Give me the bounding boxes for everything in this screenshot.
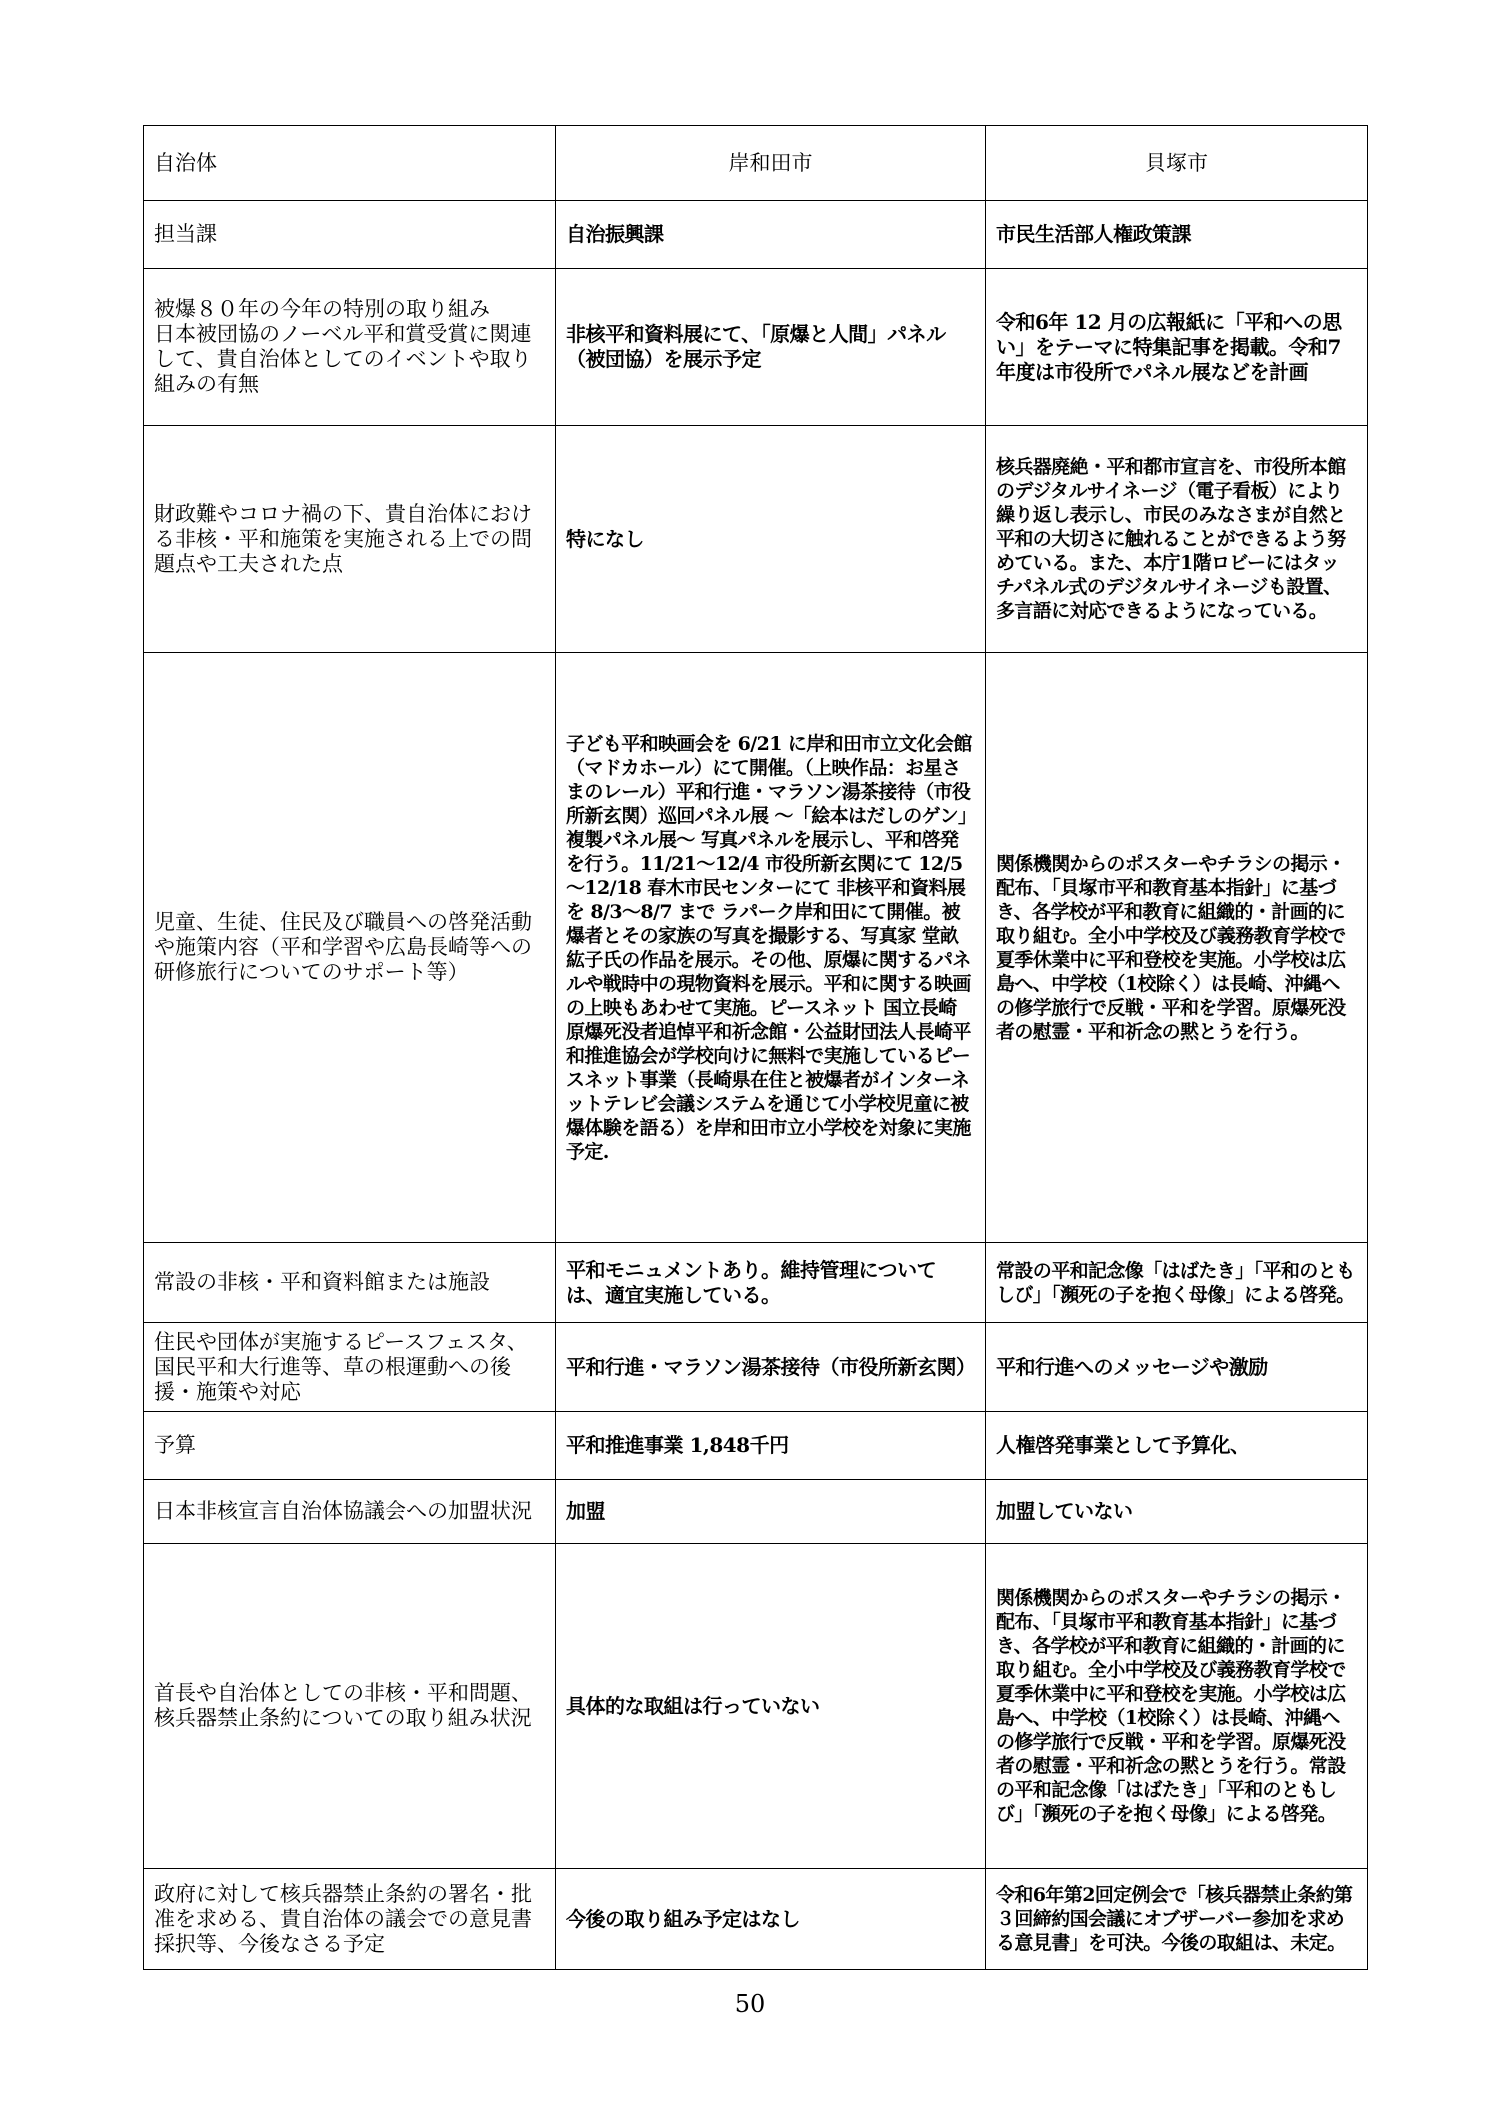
row-city1-cell (556, 653, 986, 1243)
row-item-cell (144, 653, 556, 1243)
comparison-table (143, 125, 1368, 1970)
row-item-text: 担当課 (154, 222, 217, 246)
row-city1-cell (556, 1243, 986, 1323)
row-city1-cell (556, 269, 986, 426)
row-item-text: 予算 (154, 1433, 196, 1457)
row-city2-cell (986, 1869, 1368, 1970)
header-city1-cell (556, 126, 986, 201)
row-city1-cell (556, 1544, 986, 1869)
row-city1-text: 今後の取り組み予定はなし (566, 1906, 800, 1931)
row-city2-cell (986, 653, 1368, 1243)
row-city1-cell (556, 1323, 986, 1412)
row-city2-cell (986, 1412, 1368, 1480)
table-row (144, 1243, 1368, 1323)
row-city2-text: 市民生活部人権政策課 (996, 222, 1191, 246)
row-city1-cell (556, 201, 986, 269)
row-item-cell (144, 269, 556, 426)
row-item-cell (144, 1323, 556, 1412)
row-city2-text: 令和6年第2回定例会で「核兵器禁止条約第３回締約国会議にオブザーバー参加を求める意見書」を可決。今後の取組は、未定。 (996, 1884, 1353, 1954)
row-city1-cell (556, 1412, 986, 1480)
row-city2-cell (986, 201, 1368, 269)
row-city2-text: 加盟していない (996, 1499, 1133, 1523)
row-item-text: 財政難やコロナ禍の下、貴自治体における非核・平和施策を実施される上での問題点や工夫された点 (154, 501, 532, 576)
table-row (144, 269, 1368, 426)
row-city1-text: 平和モニュメントあり。維持管理については、適宜実施している。 (566, 1257, 937, 1307)
row-city1-cell (556, 1480, 986, 1544)
table-row (144, 426, 1368, 653)
row-item-text: 住民や団体が実施するピースフェスタ、国民平和大行進等、草の根運動への後援・施策や対応 (154, 1329, 528, 1404)
row-city2-cell (986, 269, 1368, 426)
row-city2-cell (986, 426, 1368, 653)
row-city1-text: 平和推進事業 1,848千円 (566, 1433, 789, 1457)
table-row (144, 1544, 1368, 1869)
row-city1-text: 自治振興課 (566, 222, 664, 246)
header-city1-label: 岸和田市 (728, 150, 813, 175)
row-item-text: 被爆８０年の今年の特別の取り組み 日本被団協のノーベル平和賞受賞に関連して、貴自治体としてのイベントや取り組みの有無 (154, 297, 532, 396)
row-city2-text: 核兵器廃絶・平和都市宣言を、市役所本館のデジタルサイネージ（電子看板）により繰り返し表示し、市民のみなさまが自然と平和の大切さに触れることができるよう努めている。また、本庁1階ロビーにはタッチパネル式のデジタルサイネージも設置、多言語に対応できるようになっている。 (996, 456, 1346, 622)
row-city2-text: 人権啓発事業として予算化、 (996, 1433, 1250, 1457)
row-city2-cell (986, 1480, 1368, 1544)
row-city1-text: 特になし (566, 526, 644, 551)
row-item-cell (144, 201, 556, 269)
row-city2-text: 令和6年 12 月の広報紙に「平和への思い」をテーマに特集記事を掲載。令和7年度は市役所でパネル展などを計画 (996, 309, 1342, 384)
table-row (144, 1412, 1368, 1480)
row-city2-text: 常設の平和記念像「はばたき」「平和のともしび」「瀕死の子を抱く母像」による啓発。 (996, 1259, 1355, 1306)
row-item-text: 日本非核宣言自治体協議会への加盟状況 (154, 1499, 532, 1523)
header-city2-label: 貝塚市 (1145, 150, 1208, 175)
row-item-cell (144, 1869, 556, 1970)
header-item-cell (144, 126, 556, 201)
row-city1-text: 具体的な取組は行っていない (566, 1693, 820, 1718)
table-row (144, 201, 1368, 269)
table-row (144, 1869, 1368, 1970)
row-item-text: 首長や自治体としての非核・平和問題、核兵器禁止条約についての取り組み状況 (154, 1681, 532, 1730)
row-city1-cell (556, 426, 986, 653)
row-city1-cell (556, 1869, 986, 1970)
row-item-cell (144, 1243, 556, 1323)
row-item-text: 政府に対して核兵器禁止条約の署名・批准を求める、貴自治体の議会での意見書採択等、今後なさる予定 (154, 1881, 532, 1956)
row-city2-cell (986, 1544, 1368, 1869)
row-item-cell (144, 426, 556, 653)
header-item-label: 自治体 (154, 150, 217, 175)
table-row (144, 1323, 1368, 1412)
header-city2-cell (986, 126, 1368, 201)
row-item-cell (144, 1412, 556, 1480)
page-number: 50 (734, 1990, 766, 2018)
row-item-cell (144, 1480, 556, 1544)
table-row (144, 1480, 1368, 1544)
row-city1-text: 平和行進・マラソン湯茶接待（市役所新玄関） (566, 1354, 976, 1379)
row-city2-cell (986, 1243, 1368, 1323)
row-city2-text: 関係機関からのポスターやチラシの掲示・配布、「貝塚市平和教育基本指針」に基づき、各学校が平和教育に組織的・計画的に取り組む。全小中学校及び義務教育学校で夏季休業中に平和登校を実施。小学校は広島へ、中学校（1校除く）は長崎、沖縄への修学旅行で反戦・平和を学習。原爆死没者の慰霊・平和祈念の黙とうを行う。常設の平和記念像「はばたき」「平和のともしび」「瀕死の子を抱く母像」による啓発。 (996, 1587, 1346, 1825)
row-city1-text: 非核平和資料展にて、「原爆と人間」パネル（被団協）を展示予定 (566, 322, 946, 371)
row-city1-text: 子ども平和映画会を 6/21 に岸和田市立文化会館（マドカホール）にて開催。（上映作品：お星さまのレール）平和行進・マラソン湯茶接待（市役所新玄関）巡回パネル展 ～「絵本はだしのゲン」複製パネル展～ 写真パネルを展示し、平和啓発を行う。11/21～12/4 市役所新玄関にて 12/5～12/18 春木市民センターにて 非核平和資料展を 8/3～8/7 まで ラパーク岸和田にて開催。被爆者とその家族の写真を撮影する、写真家 堂畝紘子氏の作品を展示。その他、原爆に関するパネルや戦時中の現物資料を展示。平和に関する映画の上映もあわせて実施。ピースネット 国立長崎原爆死没者追悼平和祈念館・公益財団法人長崎平和推進協会が学校向けに無料で実施しているピースネット事業（長崎県在住と被爆者がインターネットテレビ会議システムを通じて小学校児童に被爆体験を語る）を岸和田市立小学校を対象に実施予定. (566, 732, 972, 1163)
table-row (144, 653, 1368, 1243)
row-item-cell (144, 1544, 556, 1869)
header-row (144, 126, 1368, 201)
row-city1-text: 加盟 (566, 1499, 605, 1523)
row-city2-text: 平和行進へのメッセージや激励 (996, 1354, 1268, 1379)
row-item-text: 児童、生徒、住民及び職員への啓発活動や施策内容（平和学習や広島長崎等への研修旅行についてのサポート等） (154, 910, 532, 984)
row-city2-text: 関係機関からのポスターやチラシの掲示・配布、「貝塚市平和教育基本指針」に基づき、各学校が平和教育に組織的・計画的に取り組む。全小中学校及び義務教育学校で夏季休業中に平和登校を実施。小学校は広島へ、中学校（1校除く）は長崎、沖縄への修学旅行で反戦・平和を学習。原爆死没者の慰霊・平和祈念の黙とうを行う。 (996, 852, 1346, 1043)
row-item-text: 常設の非核・平和資料館または施設 (154, 1270, 490, 1294)
row-city2-cell (986, 1323, 1368, 1412)
